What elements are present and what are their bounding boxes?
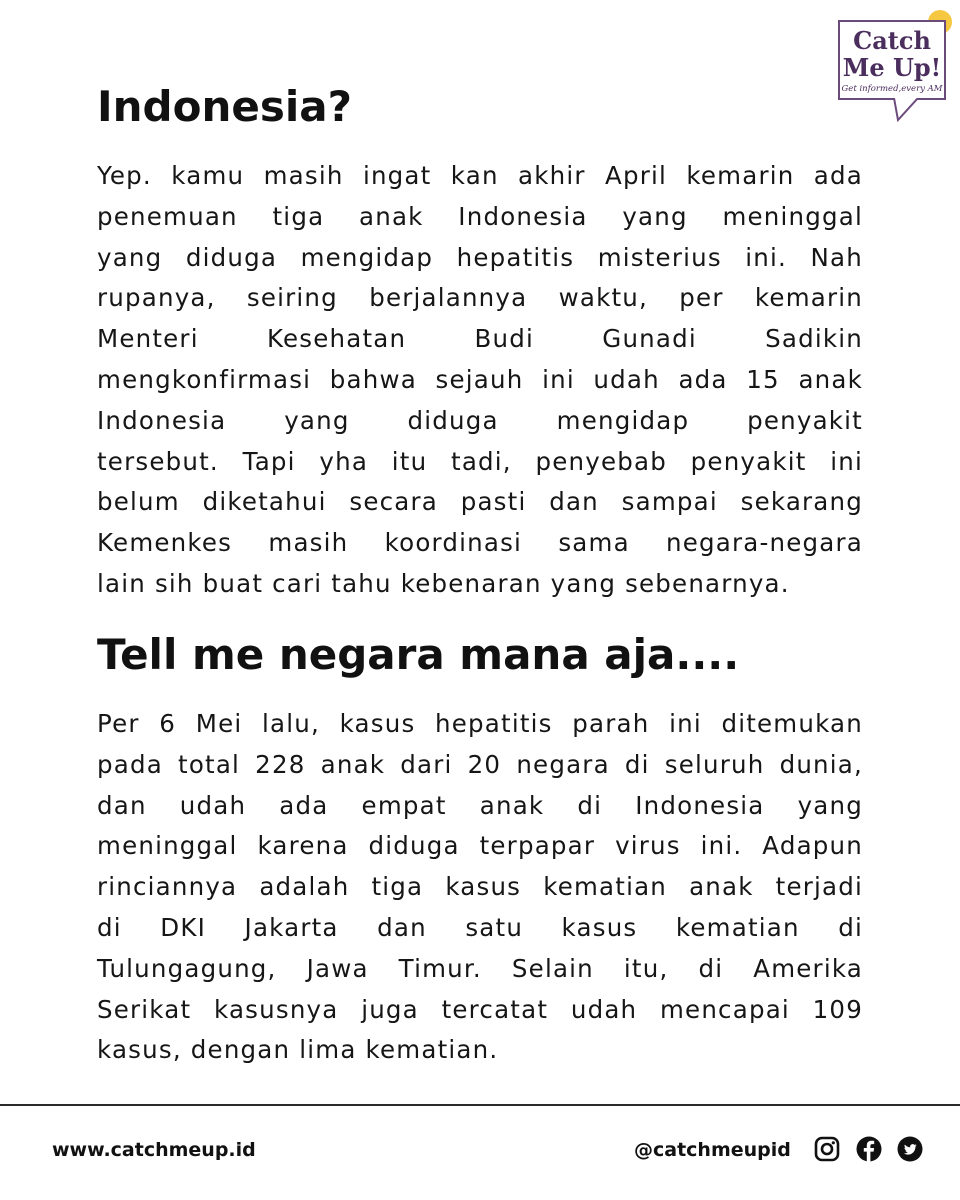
- body-line: Indonesia yang diduga mengidap penyakit: [97, 405, 863, 435]
- body-line: kasus, dengan lima kematian.: [97, 1035, 499, 1065]
- website-link[interactable]: www.catchmeup.id: [52, 1139, 256, 1161]
- body-line: penemuan tiga anak Indonesia yang meninggal: [97, 201, 863, 231]
- body-line: tersebut. Tapi yha itu tadi, penyebab penyakit ini: [97, 446, 863, 476]
- social-handle: @catchmeupid: [634, 1139, 791, 1161]
- body-line: Tulungagung, Jawa Timur. Selain itu, di Amerika: [97, 953, 863, 983]
- body-line: di DKI Jakarta dan satu kasus kematian di: [97, 912, 863, 942]
- body-line: Kemenkes masih koordinasi sama negara-negara: [97, 528, 863, 558]
- section-body-countries: [97, 704, 863, 1071]
- logo-title-line2: Me Up!: [842, 53, 942, 82]
- body-line: mengkonfirmasi bahwa sejauh ini udah ada 15 anak: [97, 364, 863, 394]
- logo-tagline: Get informed,every AM: [841, 84, 943, 94]
- body-line: rinciannya adalah tiga kasus kematian anak terjadi: [97, 872, 863, 902]
- footer-divider: [0, 1104, 960, 1106]
- body-line: rupanya, seiring berjalannya waktu, per kemarin: [97, 283, 863, 313]
- instagram-icon[interactable]: [814, 1136, 840, 1162]
- body-line: Menteri Kesehatan Budi Gunadi Sadikin: [97, 324, 863, 354]
- logo-title-line1: Catch: [853, 26, 931, 55]
- brand-logo: [838, 20, 946, 100]
- body-line: belum diketahui secara pasti dan sampai sekarang: [97, 487, 863, 517]
- logo-speech-tail: [892, 98, 922, 122]
- facebook-icon[interactable]: [856, 1136, 882, 1162]
- body-line: Yep. kamu masih ingat kan akhir April kemarin ada: [97, 161, 863, 190]
- section-heading-indonesia: Indonesia?: [97, 82, 352, 131]
- body-line: Serikat kasusnya juga tercatat udah mencapai 109: [97, 994, 863, 1024]
- body-line: meninggal karena diduga terpapar virus ini. Adapun: [97, 831, 863, 861]
- body-line: dan udah ada empat anak di Indonesia yang: [97, 790, 863, 820]
- section-heading-countries: Tell me negara mana aja....: [97, 630, 740, 679]
- body-line: Per 6 Mei lalu, kasus hepatitis parah ini ditemukan: [97, 709, 863, 738]
- body-line: lain sih buat cari tahu kebenaran yang sebenarnya.: [97, 568, 790, 598]
- twitter-icon[interactable]: [897, 1136, 923, 1162]
- body-line: yang diduga mengidap hepatitis misterius ini. Nah: [97, 242, 863, 272]
- body-line: pada total 228 anak dari 20 negara di seluruh dunia,: [97, 749, 863, 779]
- section-body-indonesia: [97, 156, 863, 605]
